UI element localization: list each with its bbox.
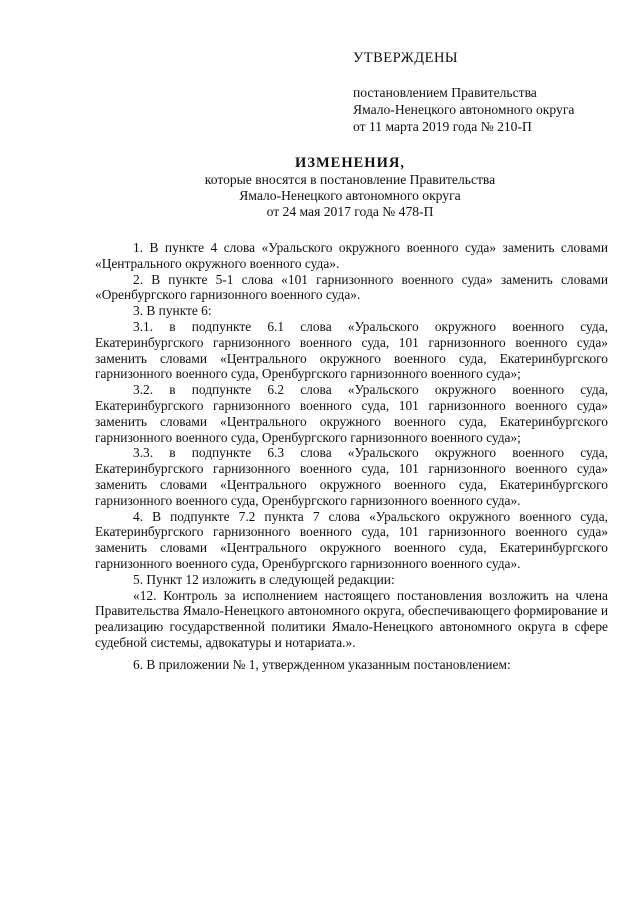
approval-line: постановлением Правительства [353,85,537,100]
title-line: которые вносятся в постановление Правительства [204,172,496,187]
document-body [95,240,608,673]
paragraph-3: 3. В пункте 6: [133,303,212,319]
paragraph-2: 2. В пункте 5-1 слова «101 гарнизонного военного суда» заменить словами «Оренбургского гарнизонного военного суда». [95,271,608,303]
title-line: от 24 мая 2017 года № 478-П [266,204,434,219]
paragraph-3-3: 3.3. в подпункте 6.3 слова «Уральского окружного военного суда, Екатеринбургского гарнизонного военного суда, 101 гарнизонного военного суда» заменить словами «Центрального окружного военного суда, Екатеринбургского гарнизонного военного суда, Оренбургского гарнизонного военного суда». [95,445,608,508]
paragraph-3-2: 3.2. в подпункте 6.2 слова «Уральского окружного военного суда, Екатеринбургского гарнизонного военного суда, 101 гарнизонного военного суда» заменить словами «Центрального окружного военного суда, Екатеринбургского гарнизонного военного суда, Оренбургского гарнизонного военного суда»; [95,382,608,445]
title-line: Ямало-Ненецкого автономного округа [239,188,461,203]
paragraph-5: 5. Пункт 12 изложить в следующей редакции: [133,571,395,587]
document-title [90,154,610,220]
approval-heading: УТВЕРЖДЕНЫ [353,50,459,66]
approval-line: от 11 марта 2019 года № 210-П [353,119,532,134]
title-heading: ИЗМЕНЕНИЯ, [295,155,405,171]
paragraph-4: 4. В подпункте 7.2 пункта 7 слова «Уральского окружного военного суда, Екатеринбургского гарнизонного военного суда, 101 гарнизонного военного суда» заменить словами «Центрального окружного военного суда, Екатеринбургского гарнизонного военного суда, Оренбургского гарнизонного военного суда». [95,508,608,571]
paragraph-5-text: «12. Контроль за исполнением настоящего постановления возложить на члена Правительства Ямало-Ненецкого автономного округа, обеспечивающего формирование и реализацию государственной политики Ямало-Ненецкого автономного округа в сфере судебной системы, адвокатуры и нотариата.». [95,587,608,650]
paragraph-3-1: 3.1. в подпункте 6.1 слова «Уральского окружного военного суда, Екатеринбургского гарнизонного военного суда, 101 гарнизонного военного суда» заменить словами «Центрального окружного военного суда, Екатеринбургского гарнизонного военного суда, Оренбургского гарнизонного военного суда»; [95,318,608,382]
paragraph-6: 6. В приложении № 1, утвержденном указанным постановлением: [133,656,511,672]
paragraph-1: 1. В пункте 4 слова «Уральского окружного военного суда» заменить словами «Центрального окружного военного суда». [95,240,608,271]
approval-block [353,50,613,135]
approval-line: Ямало-Ненецкого автономного округа [353,102,575,117]
